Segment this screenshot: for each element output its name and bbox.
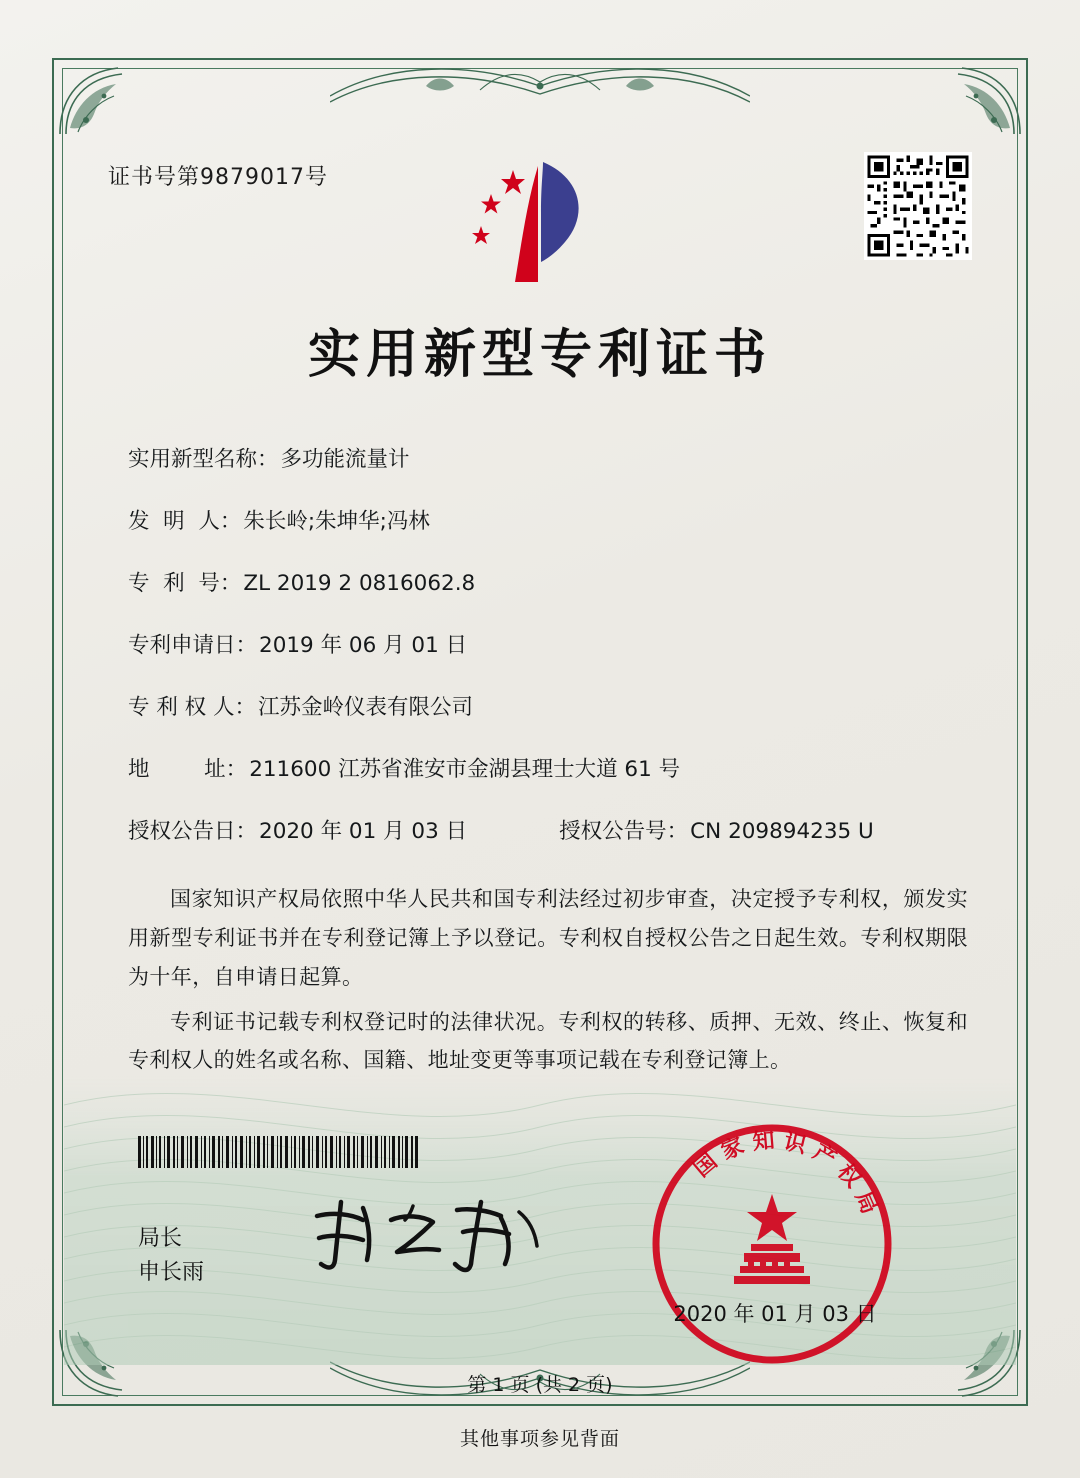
- field-value: 朱长岭;朱坤华;冯林: [243, 509, 430, 535]
- grant-date-value: 2020 年 01 月 03 日: [259, 819, 468, 845]
- grant-date-label: 授权公告日：: [128, 819, 258, 845]
- field-grant-row: [128, 817, 970, 846]
- field-utility-model-name: [128, 445, 970, 474]
- back-side-note: 其他事项参见背面: [459, 1428, 620, 1450]
- legal-paragraph: 专利证书记载专利权登记时的法律状况。专利权的转移、质押、无效、终止、恢复和专利权人的姓名或名称、国籍、地址变更等事项记载在专利登记簿上。: [128, 1009, 968, 1073]
- field-label: 地 址：: [128, 757, 248, 783]
- field-label: 实用新型名称：: [128, 447, 279, 472]
- field-inventors: [128, 507, 970, 536]
- svg-text:国 家 知 识 产 权 局: 国 家 知 识 产 权 局: [689, 1128, 882, 1218]
- commissioner-name: 申长雨: [138, 1260, 205, 1286]
- qr-code-icon: [864, 152, 972, 260]
- page-indicator: 第 1 页 (共 2 页): [467, 1374, 613, 1396]
- field-patentee: [128, 693, 970, 722]
- page-title: 实用新型专利证书: [307, 325, 772, 385]
- legal-paragraph: 国家知识产权局依照中华人民共和国专利法经过初步审查，决定授予专利权，颁发实用新型专利证书并在专利登记簿上予以登记。专利权自授权公告之日起生效。专利权期限为十年，自申请日起算。: [128, 887, 968, 989]
- field-label: 专利申请日：: [128, 633, 258, 659]
- field-label: 发 明 人：: [128, 509, 242, 535]
- corner-ornament-icon: [56, 62, 144, 138]
- field-value: 211600 江苏省淮安市金湖县理士大道 61 号: [249, 757, 681, 783]
- field-list: [128, 445, 970, 879]
- field-value: 江苏金岭仪表有限公司: [258, 695, 474, 721]
- barcode-icon: [138, 1136, 418, 1168]
- corner-ornament-icon: [936, 62, 1024, 138]
- field-value: 2019 年 06 月 01 日: [259, 633, 468, 659]
- legal-text-block: [128, 880, 968, 1086]
- commissioner-title: 局长: [138, 1226, 183, 1251]
- top-ornament-icon: [330, 56, 750, 108]
- field-label: 专 利 权 人：: [128, 695, 257, 721]
- grant-number-value: CN 209894235 U: [690, 819, 874, 845]
- field-label: 专 利 号：: [128, 571, 242, 597]
- grant-number-label: 授权公告号：: [559, 819, 689, 845]
- field-value: ZL 2019 2 0816062.8: [243, 571, 476, 597]
- cnipa-emblem-icon: [455, 150, 630, 290]
- certificate-number: 证书号第9879017号: [108, 165, 328, 190]
- field-application-date: [128, 631, 970, 660]
- official-red-seal-icon: [648, 1120, 896, 1368]
- field-patent-number: [128, 569, 970, 598]
- field-address: [128, 755, 970, 784]
- seal-date: 2020 年 01 月 03 日: [673, 1302, 877, 1326]
- commissioner-block: [138, 1222, 204, 1290]
- field-value: 多功能流量计: [280, 447, 410, 472]
- handwritten-signature-icon: [305, 1190, 555, 1280]
